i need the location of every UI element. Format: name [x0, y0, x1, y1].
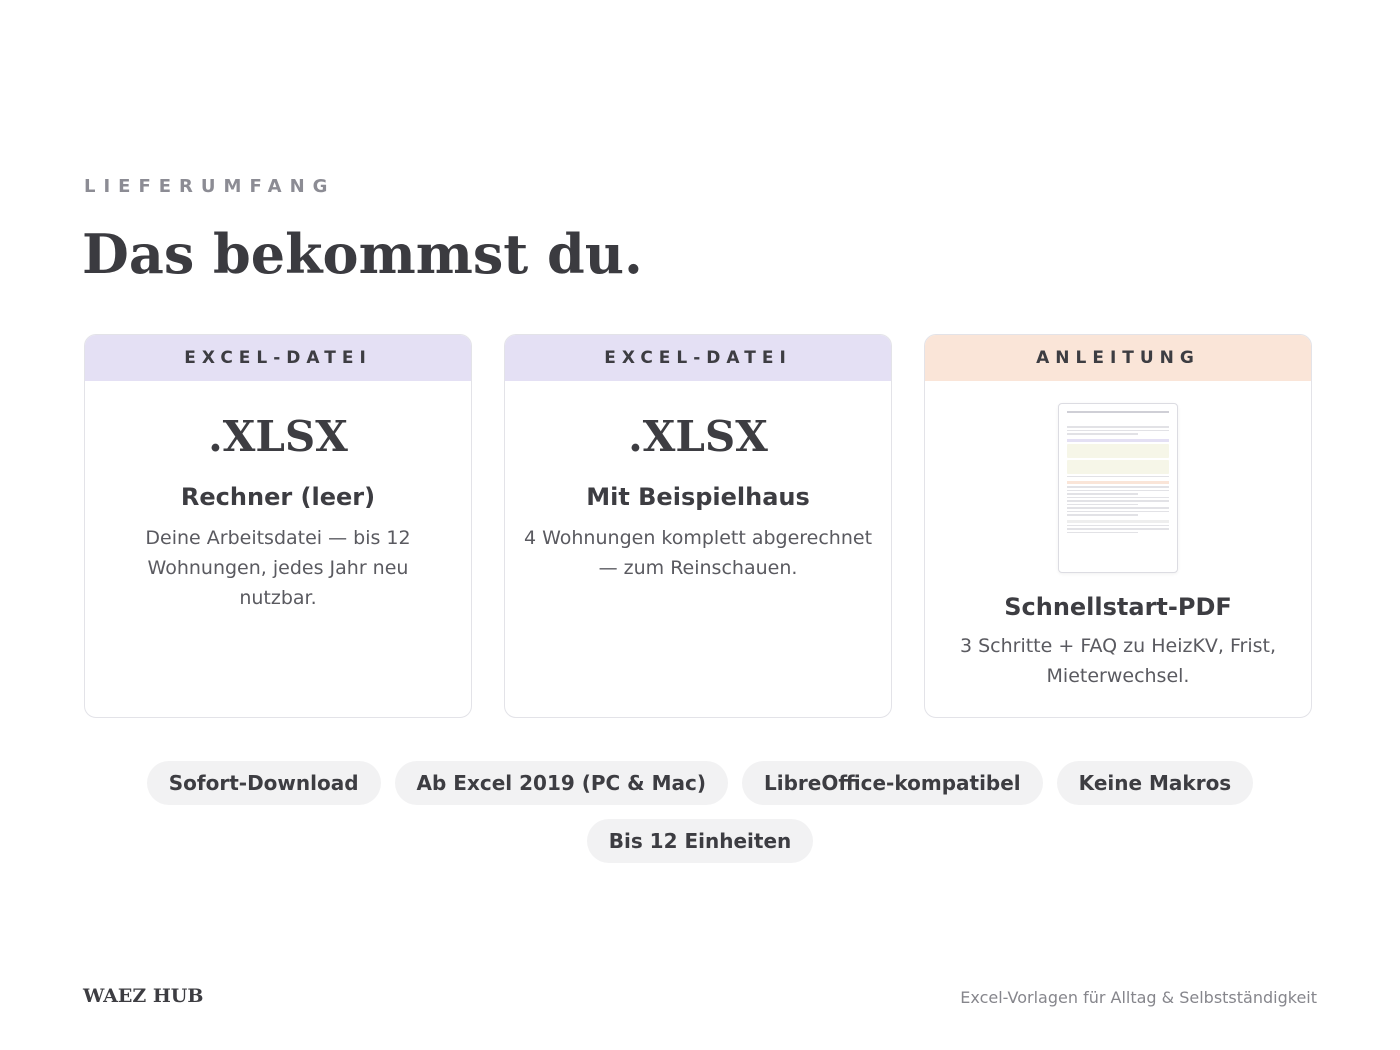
pdf-thumbnail-icon: [1058, 403, 1178, 573]
chip-units: Bis 12 Einheiten: [587, 819, 814, 863]
chip-excel-version: Ab Excel 2019 (PC & Mac): [395, 761, 728, 805]
file-type-label: .XLSX: [208, 412, 348, 461]
card-sample-house: [504, 334, 892, 718]
chip-instant-download: Sofort-Download: [147, 761, 381, 805]
chip-libreoffice: LibreOffice-kompatibel: [742, 761, 1043, 805]
card-calculator-empty: [84, 334, 472, 718]
footer-brand: WAEZ HUB: [83, 985, 204, 1007]
card-title: Schnellstart-PDF: [1004, 593, 1232, 621]
page-title: Das bekommst du.: [82, 222, 643, 286]
file-type-label: .XLSX: [628, 412, 768, 461]
card-label: ANLEITUNG: [925, 335, 1311, 381]
card-label: EXCEL-DATEI: [85, 335, 471, 381]
card-description: 4 Wohnungen komplett abgerechnet — zum Reinschauen.: [523, 527, 873, 579]
chip-no-macros: Keine Makros: [1057, 761, 1254, 805]
card-description: 3 Schritte + FAQ zu HeizKV, Frist, Mieterwechsel.: [959, 635, 1277, 687]
card-label: EXCEL-DATEI: [505, 335, 891, 381]
card-title: Mit Beispielhaus: [586, 483, 810, 511]
card-quickstart-pdf: [924, 334, 1312, 718]
section-eyebrow: LIEFERUMFANG: [84, 176, 336, 197]
card-description: Deine Arbeitsdatei — bis 12 Wohnungen, jedes Jahr neu nutzbar.: [145, 527, 411, 609]
feature-chips: [0, 761, 1400, 863]
deliverables-cards: [84, 334, 1312, 718]
card-title: Rechner (leer): [180, 483, 376, 511]
footer-tagline: Excel-Vorlagen für Alltag & Selbstständigkeit: [960, 988, 1317, 1007]
